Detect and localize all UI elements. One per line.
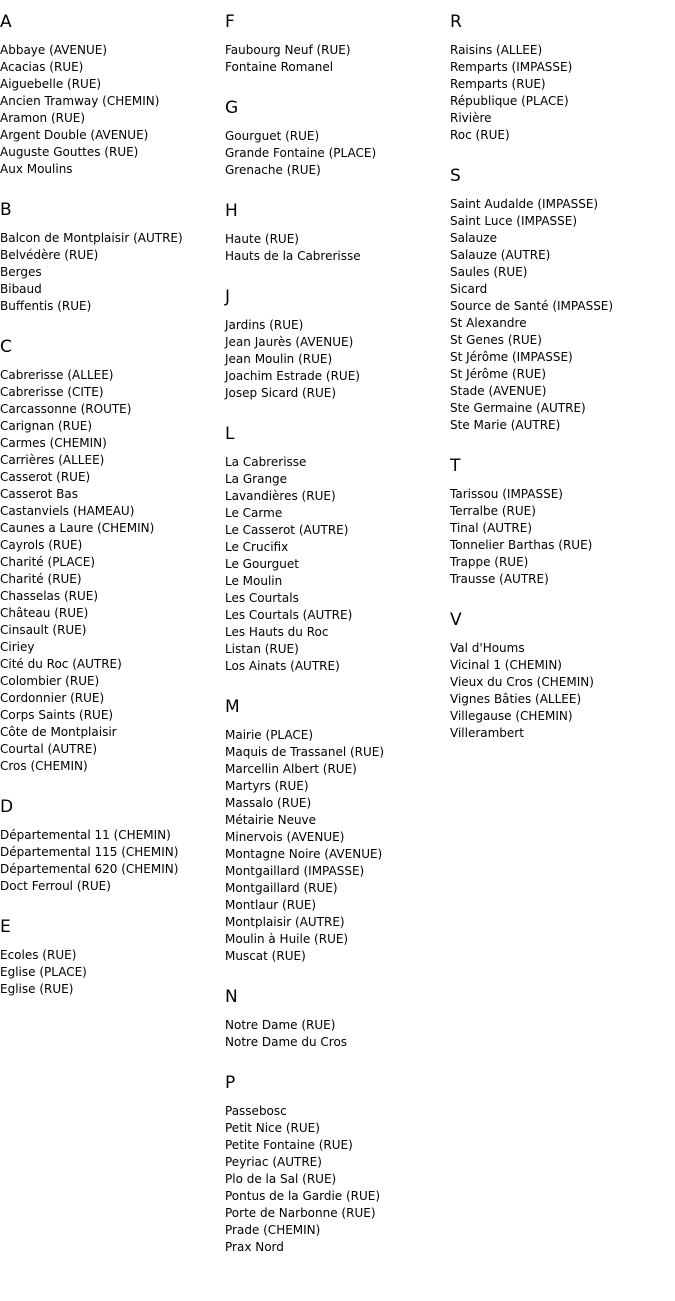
street-link[interactable]: Notre Dame du Cros xyxy=(225,1035,348,1049)
section-letter-heading: M xyxy=(225,697,240,717)
street-column xyxy=(450,11,675,763)
street-link[interactable]: Montlaur (RUE) xyxy=(225,898,317,912)
street-link[interactable]: Montgaillard (RUE) xyxy=(225,881,338,895)
street-link[interactable]: Muscat (RUE) xyxy=(225,949,306,963)
street-link[interactable]: Doct Ferroul (RUE) xyxy=(0,879,111,893)
letter-section xyxy=(225,1072,450,1256)
section-letter-heading: L xyxy=(225,424,235,444)
street-link[interactable]: Jean Moulin (RUE) xyxy=(225,352,333,366)
street-link[interactable]: Ecoles (RUE) xyxy=(0,948,77,962)
street-link[interactable]: Aiguebelle (RUE) xyxy=(0,77,102,91)
street-link[interactable]: Corps Saints (RUE) xyxy=(0,708,114,722)
letter-section xyxy=(225,11,450,76)
section-letter-heading: D xyxy=(0,797,14,817)
street-link[interactable]: Raisins (ALLEE) xyxy=(450,43,543,57)
street-link[interactable]: Source de Santé (IMPASSE) xyxy=(450,299,614,313)
street-link[interactable]: Montgaillard (IMPASSE) xyxy=(225,864,365,878)
street-link[interactable]: Le Casserot (AUTRE) xyxy=(225,523,349,537)
street-link[interactable]: Lavandières (RUE) xyxy=(225,489,336,503)
street-link[interactable]: Castanviels (HAMEAU) xyxy=(0,504,135,518)
street-link[interactable]: Départemental 115 (CHEMIN) xyxy=(0,845,179,859)
street-link[interactable]: Les Hauts du Roc xyxy=(225,625,329,639)
street-list xyxy=(225,1103,450,1256)
street-link[interactable]: Salauze (AUTRE) xyxy=(450,248,551,262)
street-link[interactable]: Départemental 620 (CHEMIN) xyxy=(0,862,179,876)
street-link[interactable]: Grande Fontaine (PLACE) xyxy=(225,146,377,160)
street-link[interactable]: Belvédère (RUE) xyxy=(0,248,99,262)
section-letter-heading: B xyxy=(0,200,12,220)
section-letter-heading: N xyxy=(225,987,238,1007)
street-list xyxy=(225,128,450,179)
street-link[interactable]: Hauts de la Cabrerisse xyxy=(225,249,361,263)
street-link[interactable]: Cayrols (RUE) xyxy=(0,538,83,552)
section-letter-heading: R xyxy=(450,12,462,32)
street-link[interactable]: Le Carme xyxy=(225,506,283,520)
street-link[interactable]: Plo de la Sal (RUE) xyxy=(225,1172,337,1186)
street-list xyxy=(450,42,675,144)
street-link[interactable]: République (PLACE) xyxy=(450,94,569,108)
letter-section xyxy=(0,916,225,998)
street-list xyxy=(0,947,225,998)
letter-section xyxy=(0,199,225,315)
street-link[interactable]: Joachim Estrade (RUE) xyxy=(225,369,360,383)
street-link[interactable]: Jardins (RUE) xyxy=(225,318,304,332)
street-list xyxy=(225,42,450,76)
street-link[interactable]: Aux Moulins xyxy=(0,162,73,176)
section-letter-heading: E xyxy=(0,917,11,937)
street-link[interactable]: Cinsault (RUE) xyxy=(0,623,87,637)
street-link[interactable]: Martyrs (RUE) xyxy=(225,779,309,793)
street-link[interactable]: Prax Nord xyxy=(225,1240,284,1254)
street-link[interactable]: Minervois (AVENUE) xyxy=(225,830,345,844)
street-link[interactable]: Ancien Tramway (CHEMIN) xyxy=(0,94,160,108)
street-list xyxy=(0,230,225,315)
street-link[interactable]: Josep Sicard (RUE) xyxy=(225,386,337,400)
section-letter-heading: H xyxy=(225,201,238,221)
street-link[interactable]: Salauze xyxy=(450,231,497,245)
street-list xyxy=(225,454,450,675)
street-link[interactable]: Château (RUE) xyxy=(0,606,89,620)
street-link[interactable]: Tonnelier Barthas (RUE) xyxy=(450,538,593,552)
street-link[interactable]: Tinal (AUTRE) xyxy=(450,521,533,535)
street-link[interactable]: Maquis de Trassanel (RUE) xyxy=(225,745,385,759)
street-link[interactable]: Cros (CHEMIN) xyxy=(0,759,88,773)
street-link[interactable]: Val d'Houms xyxy=(450,641,525,655)
street-link[interactable]: Ste Marie (AUTRE) xyxy=(450,418,561,432)
letter-section xyxy=(225,423,450,675)
street-link[interactable]: Le Moulin xyxy=(225,574,283,588)
street-link[interactable]: Carcassonne (ROUTE) xyxy=(0,402,132,416)
letter-section xyxy=(225,696,450,965)
section-letter-heading: G xyxy=(225,98,239,118)
street-link[interactable]: Haute (RUE) xyxy=(225,232,299,246)
street-link[interactable]: Montagne Noire (AVENUE) xyxy=(225,847,383,861)
street-link[interactable]: Prade (CHEMIN) xyxy=(225,1223,321,1237)
letter-section xyxy=(225,200,450,265)
letter-section xyxy=(225,97,450,179)
street-link[interactable]: Petit Nice (RUE) xyxy=(225,1121,320,1135)
street-link[interactable]: Roc (RUE) xyxy=(450,128,510,142)
section-letter-heading: F xyxy=(225,12,235,32)
street-link[interactable]: Villegause (CHEMIN) xyxy=(450,709,573,723)
street-link[interactable]: St Jérôme (IMPASSE) xyxy=(450,350,573,364)
street-link[interactable]: Grenache (RUE) xyxy=(225,163,321,177)
letter-section xyxy=(450,455,675,588)
letter-section xyxy=(225,986,450,1051)
street-link[interactable]: Saint Luce (IMPASSE) xyxy=(450,214,578,228)
street-link[interactable]: Buffentis (RUE) xyxy=(0,299,92,313)
street-link[interactable]: Vieux du Cros (CHEMIN) xyxy=(450,675,594,689)
street-link[interactable]: Faubourg Neuf (RUE) xyxy=(225,43,351,57)
street-list xyxy=(450,640,675,742)
street-link[interactable]: Les Courtals xyxy=(225,591,299,605)
letter-section xyxy=(450,609,675,742)
street-link[interactable]: La Grange xyxy=(225,472,288,486)
street-link[interactable]: Eglise (PLACE) xyxy=(0,965,87,979)
street-link[interactable]: Argent Double (AVENUE) xyxy=(0,128,149,142)
street-link[interactable]: Charité (RUE) xyxy=(0,572,82,586)
section-letter-heading: A xyxy=(0,12,12,32)
street-link[interactable]: Trausse (AUTRE) xyxy=(450,572,549,586)
section-letter-heading: V xyxy=(450,610,462,630)
street-link[interactable]: Pontus de la Gardie (RUE) xyxy=(225,1189,381,1203)
street-link[interactable]: Les Courtals (AUTRE) xyxy=(225,608,353,622)
street-link[interactable]: Montplaisir (AUTRE) xyxy=(225,915,345,929)
street-link[interactable]: Saint Audalde (IMPASSE) xyxy=(450,197,599,211)
street-column xyxy=(225,11,450,1277)
street-link[interactable]: Cordonnier (RUE) xyxy=(0,691,105,705)
street-link[interactable]: Berges xyxy=(0,265,42,279)
street-list xyxy=(450,486,675,588)
street-link[interactable]: Marcellin Albert (RUE) xyxy=(225,762,357,776)
street-list xyxy=(225,727,450,965)
street-link[interactable]: Rivière xyxy=(450,111,492,125)
street-link[interactable]: Tarissou (IMPASSE) xyxy=(450,487,563,501)
section-letter-heading: C xyxy=(0,337,12,357)
street-link[interactable]: Carrières (ALLEE) xyxy=(0,453,105,467)
street-link[interactable]: Caunes a Laure (CHEMIN) xyxy=(0,521,155,535)
street-link[interactable]: Listan (RUE) xyxy=(225,642,299,656)
letter-section xyxy=(450,11,675,144)
street-link[interactable]: Jean Jaurès (AVENUE) xyxy=(225,335,354,349)
letter-section xyxy=(0,11,225,178)
street-link[interactable]: Gourguet (RUE) xyxy=(225,129,320,143)
letter-section xyxy=(450,165,675,434)
street-link[interactable]: St Alexandre xyxy=(450,316,527,330)
street-link[interactable]: Trappe (RUE) xyxy=(450,555,529,569)
street-link[interactable]: Métairie Neuve xyxy=(225,813,317,827)
street-link[interactable]: Vicinal 1 (CHEMIN) xyxy=(450,658,562,672)
section-letter-heading: T xyxy=(450,456,461,476)
street-link[interactable]: Cabrerisse (CITE) xyxy=(0,385,104,399)
letter-section xyxy=(225,286,450,402)
street-link[interactable]: Cabrerisse (ALLEE) xyxy=(0,368,114,382)
street-link[interactable]: Carignan (RUE) xyxy=(0,419,93,433)
street-link[interactable]: Fontaine Romanel xyxy=(225,60,334,74)
street-link[interactable]: Ciriey xyxy=(0,640,35,654)
street-list xyxy=(0,367,225,775)
street-link[interactable]: Auguste Gouttes (RUE) xyxy=(0,145,139,159)
street-link[interactable]: Los Ainats (AUTRE) xyxy=(225,659,340,673)
street-link[interactable]: St Jérôme (RUE) xyxy=(450,367,547,381)
street-link[interactable]: Eglise (RUE) xyxy=(0,982,74,996)
street-link[interactable]: Cité du Roc (AUTRE) xyxy=(0,657,122,671)
street-column xyxy=(0,11,225,1019)
street-link[interactable]: Côte de Montplaisir xyxy=(0,725,117,739)
street-link[interactable]: Charité (PLACE) xyxy=(0,555,96,569)
street-link[interactable]: Départemental 11 (CHEMIN) xyxy=(0,828,171,842)
street-link[interactable]: Petite Fontaine (RUE) xyxy=(225,1138,353,1152)
street-link[interactable]: Chasselas (RUE) xyxy=(0,589,99,603)
street-link[interactable]: Le Gourguet xyxy=(225,557,299,571)
street-link[interactable]: Porte de Narbonne (RUE) xyxy=(225,1206,376,1220)
street-link[interactable]: Carmes (CHEMIN) xyxy=(0,436,107,450)
street-list xyxy=(225,317,450,402)
street-link[interactable]: Saules (RUE) xyxy=(450,265,528,279)
street-link[interactable]: St Genes (RUE) xyxy=(450,333,542,347)
street-list xyxy=(0,827,225,895)
section-letter-heading: S xyxy=(450,166,461,186)
street-link[interactable]: Terralbe (RUE) xyxy=(450,504,536,518)
street-list xyxy=(0,42,225,178)
letter-section xyxy=(0,796,225,895)
street-link[interactable]: Passebosc xyxy=(225,1104,287,1118)
street-link[interactable]: La Cabrerisse xyxy=(225,455,307,469)
street-link[interactable]: Notre Dame (RUE) xyxy=(225,1018,336,1032)
street-link[interactable]: Vignes Bâties (ALLEE) xyxy=(450,692,582,706)
street-list xyxy=(225,231,450,265)
street-link[interactable]: Ste Germaine (AUTRE) xyxy=(450,401,586,415)
street-link[interactable]: Colombier (RUE) xyxy=(0,674,100,688)
street-link[interactable]: Le Crucifix xyxy=(225,540,289,554)
street-link[interactable]: Aramon (RUE) xyxy=(0,111,86,125)
street-link[interactable]: Casserot Bas xyxy=(0,487,78,501)
street-link[interactable]: Casserot (RUE) xyxy=(0,470,91,484)
street-link[interactable]: Courtal (AUTRE) xyxy=(0,742,98,756)
street-link[interactable]: Mairie (PLACE) xyxy=(225,728,314,742)
street-link[interactable]: Massalo (RUE) xyxy=(225,796,312,810)
street-link[interactable]: Stade (AVENUE) xyxy=(450,384,547,398)
street-link[interactable]: Acacias (RUE) xyxy=(0,60,84,74)
street-link[interactable]: Balcon de Montplaisir (AUTRE) xyxy=(0,231,183,245)
street-list xyxy=(450,196,675,434)
street-link[interactable]: Peyriac (AUTRE) xyxy=(225,1155,322,1169)
street-link[interactable]: Villerambert xyxy=(450,726,524,740)
letter-section xyxy=(0,336,225,775)
street-link[interactable]: Bibaud xyxy=(0,282,42,296)
section-letter-heading: P xyxy=(225,1073,236,1093)
street-link[interactable]: Remparts (RUE) xyxy=(450,77,546,91)
street-link[interactable]: Sicard xyxy=(450,282,488,296)
street-link[interactable]: Abbaye (AVENUE) xyxy=(0,43,108,57)
section-letter-heading: J xyxy=(225,287,231,307)
street-list xyxy=(225,1017,450,1051)
street-link[interactable]: Remparts (IMPASSE) xyxy=(450,60,573,74)
street-link[interactable]: Moulin à Huile (RUE) xyxy=(225,932,349,946)
